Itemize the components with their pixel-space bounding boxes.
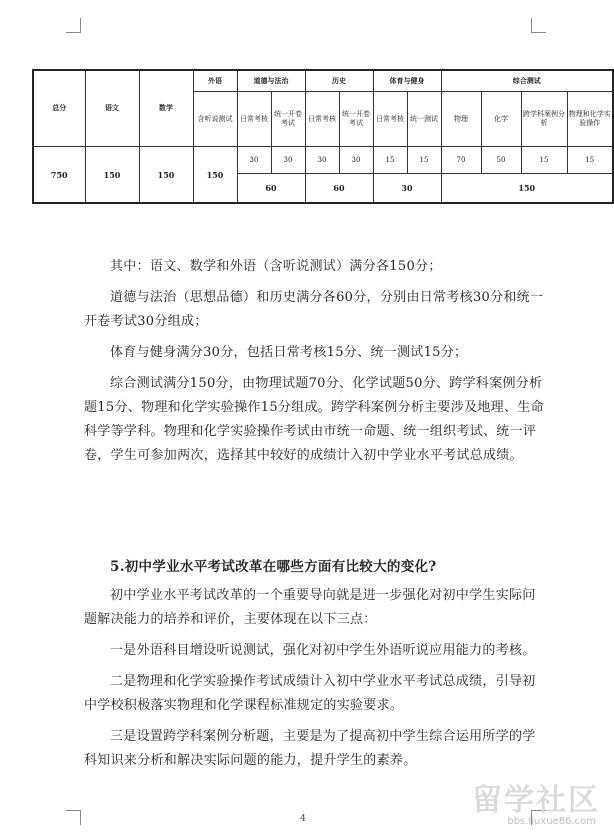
paragraph: 综合测试满分150分，由物理试题70分、化学试题50分、跨学科案例分析题15分、物理和化学实验操作15分组成。跨学科案例分析主要涉及地理、生命科学等学科。物理和化学实验操作考试由市统一命题、统一组织考试、统一评卷，学生可参加两次，选择其中较好的成绩计入初中学业水平考试总成绩。 — [84, 376, 544, 463]
header-total: 总分 — [33, 70, 85, 147]
header-morality: 道德与法治 — [237, 70, 305, 92]
value-hist-daily: 30 — [305, 147, 339, 174]
subheader-cross: 跨学科案例分析 — [521, 92, 567, 147]
section-heading: 5.初中学业水平考试改革在哪些方面有比较大的变化? — [110, 559, 437, 575]
value-cross: 15 — [521, 147, 567, 174]
score-table — [32, 69, 614, 204]
paragraph: 初中学业水平考试改革的一个重要导向就是进一步强化对初中学生实际问题解决能力的培养和评价，主要体现在以下三点： — [84, 588, 536, 627]
paragraph: 体育与健身满分30分，包括日常考核15分、统一测试15分； — [110, 345, 468, 360]
value-lab: 15 — [567, 147, 613, 174]
value-foreign: 150 — [193, 147, 237, 204]
value-pe-sum: 30 — [373, 174, 441, 204]
header-comprehensive: 综合测试 — [441, 70, 613, 92]
paragraph: 一是外语科目增设听说测试，强化对初中学生外语听说应用能力的考核。 — [110, 643, 536, 658]
value-hist-sum: 60 — [305, 174, 373, 204]
header-history: 历史 — [305, 70, 373, 92]
subheader-chemistry: 化学 — [481, 92, 521, 147]
subheader-pe-daily: 日常考核 — [373, 92, 407, 147]
value-chinese: 150 — [85, 147, 139, 204]
value-moral-exam: 30 — [271, 147, 305, 174]
header-math: 数学 — [139, 70, 193, 147]
paragraph: 三是设置跨学科案例分析题，主要是为了提高初中学生综合运用所学的学科知识来分析和解决实际问题的能力，提升学生的素养。 — [84, 729, 536, 768]
header-foreign: 外语 — [193, 70, 237, 92]
header-pe: 体育与健身 — [373, 70, 441, 92]
paragraph: 二是物理和化学实验操作考试成绩计入初中学业水平考试总成绩，引导初中学校积极落实物理和化学课程标准规定的实验要求。 — [84, 674, 536, 713]
value-math: 150 — [139, 147, 193, 204]
value-total: 750 — [33, 147, 85, 204]
crop-mark-top-left — [66, 18, 81, 33]
paragraph: 其中：语文、数学和外语（含听说测试）满分各150分； — [110, 259, 442, 274]
score-explanation — [84, 255, 548, 475]
value-moral-daily: 30 — [237, 147, 271, 174]
value-hist-exam: 30 — [339, 147, 373, 174]
subheader-hist-daily: 日常考核 — [305, 92, 339, 147]
subheader-lab: 物理和化学实验操作 — [567, 92, 613, 147]
value-comp-sum: 150 — [441, 174, 613, 204]
value-pe-daily: 15 — [373, 147, 407, 174]
header-chinese: 语文 — [85, 70, 139, 147]
subheader-hist-exam: 统一开卷考试 — [339, 92, 373, 147]
value-moral-sum: 60 — [237, 174, 305, 204]
watermark-text: 留学社区 — [472, 783, 600, 818]
subheader-moral-exam: 统一开卷考试 — [271, 92, 305, 147]
watermark-url: bbs.liuxue86.com — [507, 816, 596, 827]
value-pe-exam: 15 — [407, 147, 441, 174]
subheader-moral-daily: 日常考核 — [237, 92, 271, 147]
paragraph: 道德与法治（思想品德）和历史满分各60分，分别由日常考核30分和统一开卷考试30分组成； — [84, 290, 544, 329]
value-physics: 70 — [441, 147, 481, 174]
section-5 — [84, 555, 548, 780]
watermark — [404, 775, 600, 827]
crop-mark-top-right — [531, 18, 546, 33]
page-number: 4 — [300, 814, 306, 824]
subheader-pe-exam: 统一测试 — [407, 92, 441, 147]
subheader-foreign-listen: 含听说测试 — [193, 92, 237, 147]
subheader-physics: 物理 — [441, 92, 481, 147]
value-chemistry: 50 — [481, 147, 521, 174]
